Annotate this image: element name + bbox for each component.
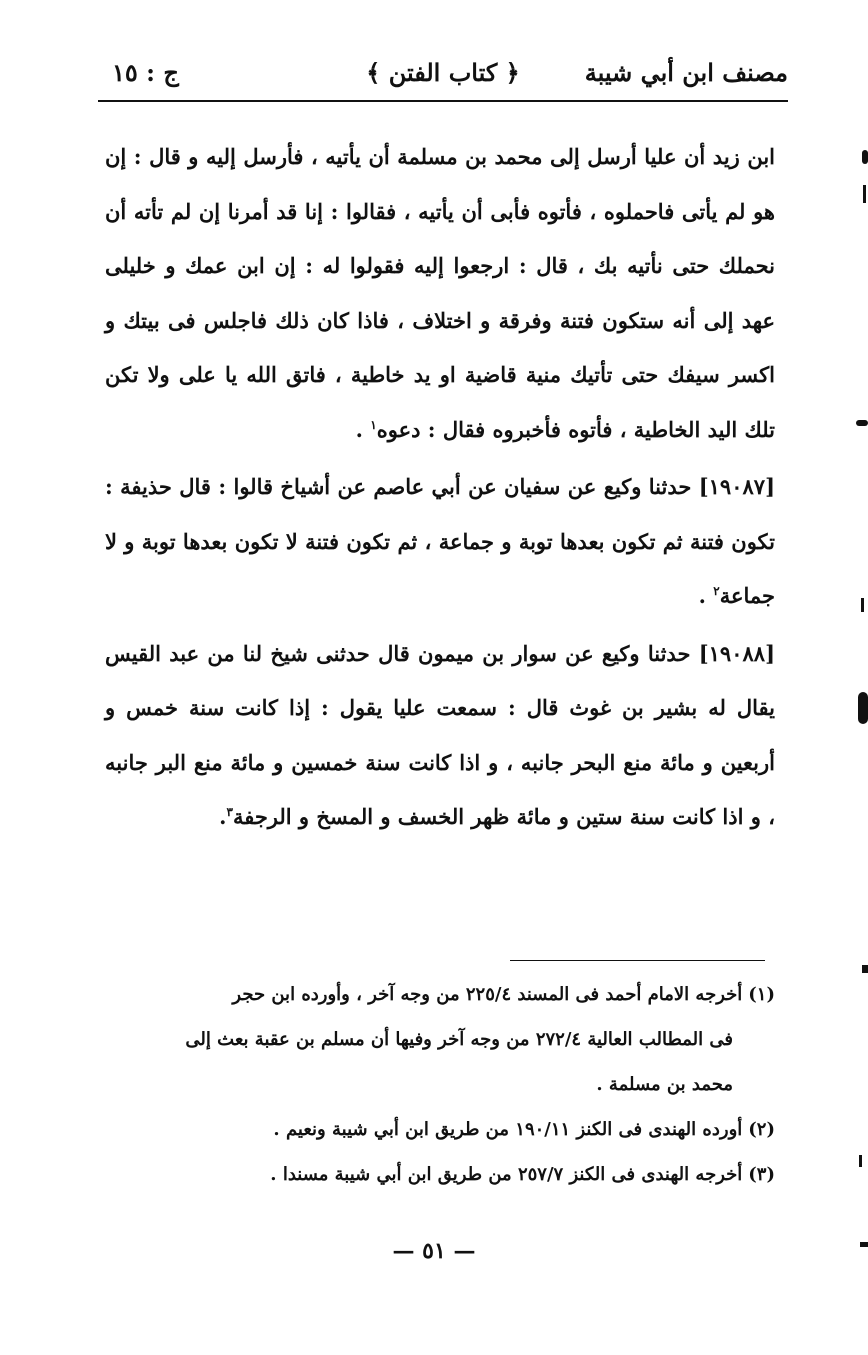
hadith-entry: [١٩٠٨٧] حدثنا وكيع عن سفيان عن أبي عاصم عن أشياخ قالوا : قال حذيفة : تكون فتنة ثم تكون بعدها توبة و جماعة ، ثم تكون فتنة لا تكون بعدها توبة و لا جماعة$^٢$ . bbox=[105, 474, 775, 608]
scan-mark bbox=[859, 1155, 862, 1167]
chapter-title: ﴿ كتاب الفتن ﴾ bbox=[366, 58, 520, 87]
footnote-rule bbox=[510, 960, 765, 961]
footnote bbox=[105, 1107, 775, 1152]
footnote-text: أخرجه الهندى فى الكنز ٢٥٧/٧ من طريق ابن أبي شيبة مسندا . bbox=[270, 1164, 743, 1185]
footnote bbox=[105, 972, 775, 1017]
scan-mark bbox=[861, 598, 864, 612]
footnote-ref: ٢ bbox=[713, 584, 720, 598]
footnote-text: فى المطالب العالية ٢٧٢/٤ من وجه آخر وفيها أن مسلم بن عقبة بعث إلى bbox=[185, 1029, 733, 1050]
footnote-number: (٣) bbox=[748, 1164, 775, 1185]
paragraph-text: ابن زيد أن عليا أرسل إلى محمد بن مسلمة أن يأتيه ، فأرسل إليه و قال : إن هو لم يأتى فاحملوه ، فأتوه فأبى أن يأتيه ، فقالوا : إنا قد أمرنا إن لم تأته أن نحملك حتى نأتيه بك ، قال : ارجعوا إليه فقولوا له : إن ابن عمك و خليلى عهد إلى أنه ستكون فتنة وفرقة و اختلاف ، فاذا كان ذلك فاجلس فى بيتك و اكسر سيفك حتى تأتيك منية قاضية او يد خاطية ، فاتق الله يا على ولا تكن تلك اليد الخاطية ، فأتوه فأخبروه فقال : دعوه bbox=[105, 144, 775, 442]
scan-mark bbox=[858, 692, 868, 724]
footnote-number: (١) bbox=[748, 984, 775, 1005]
main-text bbox=[105, 130, 775, 845]
book-title: مصنف ابن أبي شيبة bbox=[584, 58, 788, 87]
scan-mark bbox=[862, 965, 868, 973]
header-rule bbox=[98, 100, 788, 102]
hadith-number: [١٩٠٨٨] bbox=[698, 640, 775, 666]
hadith-text: حدثنا وكيع عن سفيان عن أبي عاصم عن أشياخ قالوا : قال حذيفة : تكون فتنة ثم تكون بعدها توبة و جماعة ، ثم تكون فتنة لا تكون بعدها توبة و لا جماعة bbox=[105, 474, 775, 608]
footnote-number: (٢) bbox=[748, 1119, 775, 1140]
volume-number: ج : ١٥ bbox=[112, 58, 179, 87]
footnote-continuation bbox=[105, 1017, 775, 1062]
footnote-text: أخرجه الامام أحمد فى المسند ٢٢٥/٤ من وجه آخر ، وأورده ابن حجر bbox=[232, 984, 743, 1005]
footnote-text: محمد بن مسلمة . bbox=[596, 1074, 733, 1095]
footnote bbox=[105, 1152, 775, 1197]
running-header bbox=[98, 58, 788, 98]
footnote-ref: ٣ bbox=[226, 805, 233, 819]
scan-mark bbox=[862, 150, 868, 164]
hadith-entry: [١٩٠٨٨] حدثنا وكيع عن سوار بن ميمون قال حدثنى شيخ لنا من عبد القيس يقال له بشير بن غوث قال : سمعت عليا يقول : إذا كانت سنة خمس و أربعين و مائة منع البحر جانبه ، و اذا كانت سنة خمسين و مائة منع البر جانبه ، و اذا كانت سنة ستين و مائة ظهر الخسف و المسخ و الرجفة$^٣$. bbox=[105, 640, 775, 829]
footnote-ref: ١ bbox=[370, 417, 377, 432]
hadith-number: [١٩٠٨٧] bbox=[698, 474, 775, 499]
footnotes bbox=[105, 972, 775, 1197]
paragraph: ابن زيد أن عليا أرسل إلى محمد بن مسلمة أن يأتيه ، فأرسل إليه و قال : إن هو لم يأتى فاحملوه ، فأتوه فأبى أن يأتيه ، فقالوا : إنا قد أمرنا إن لم تأته أن نحملك حتى نأتيه بك ، قال : ارجعوا إليه فقولوا له : إن ابن عمك و خليلى عهد إلى أنه ستكون فتنة وفرقة و اختلاف ، فاذا كان ذلك فاجلس فى بيتك و اكسر سيفك حتى تأتيك منية قاضية او يد خاطية ، فاتق الله يا على ولا تكن تلك اليد الخاطية ، فأتوه فأخبروه فقال : دعوه$^١$ . bbox=[105, 144, 775, 442]
footnote-continuation bbox=[105, 1062, 775, 1107]
footnote-text: أورده الهندى فى الكنز ١٩٠/١١ من طريق ابن أبي شيبة ونعيم . bbox=[273, 1119, 743, 1140]
scan-mark bbox=[856, 420, 868, 426]
scan-mark bbox=[860, 1242, 868, 1247]
scan-mark bbox=[863, 185, 866, 203]
hadith-text: حدثنا وكيع عن سوار بن ميمون قال حدثنى شيخ لنا من عبد القيس يقال له بشير بن غوث قال : سمعت عليا يقول : إذا كانت سنة خمس و أربعين و مائة منع البحر جانبه ، و اذا كانت سنة خمسين و مائة منع البر جانبه ، و اذا كانت سنة ستين و مائة ظهر الخسف و المسخ و الرجفة bbox=[105, 640, 775, 829]
page-number: — ٥١ — bbox=[392, 1238, 476, 1264]
